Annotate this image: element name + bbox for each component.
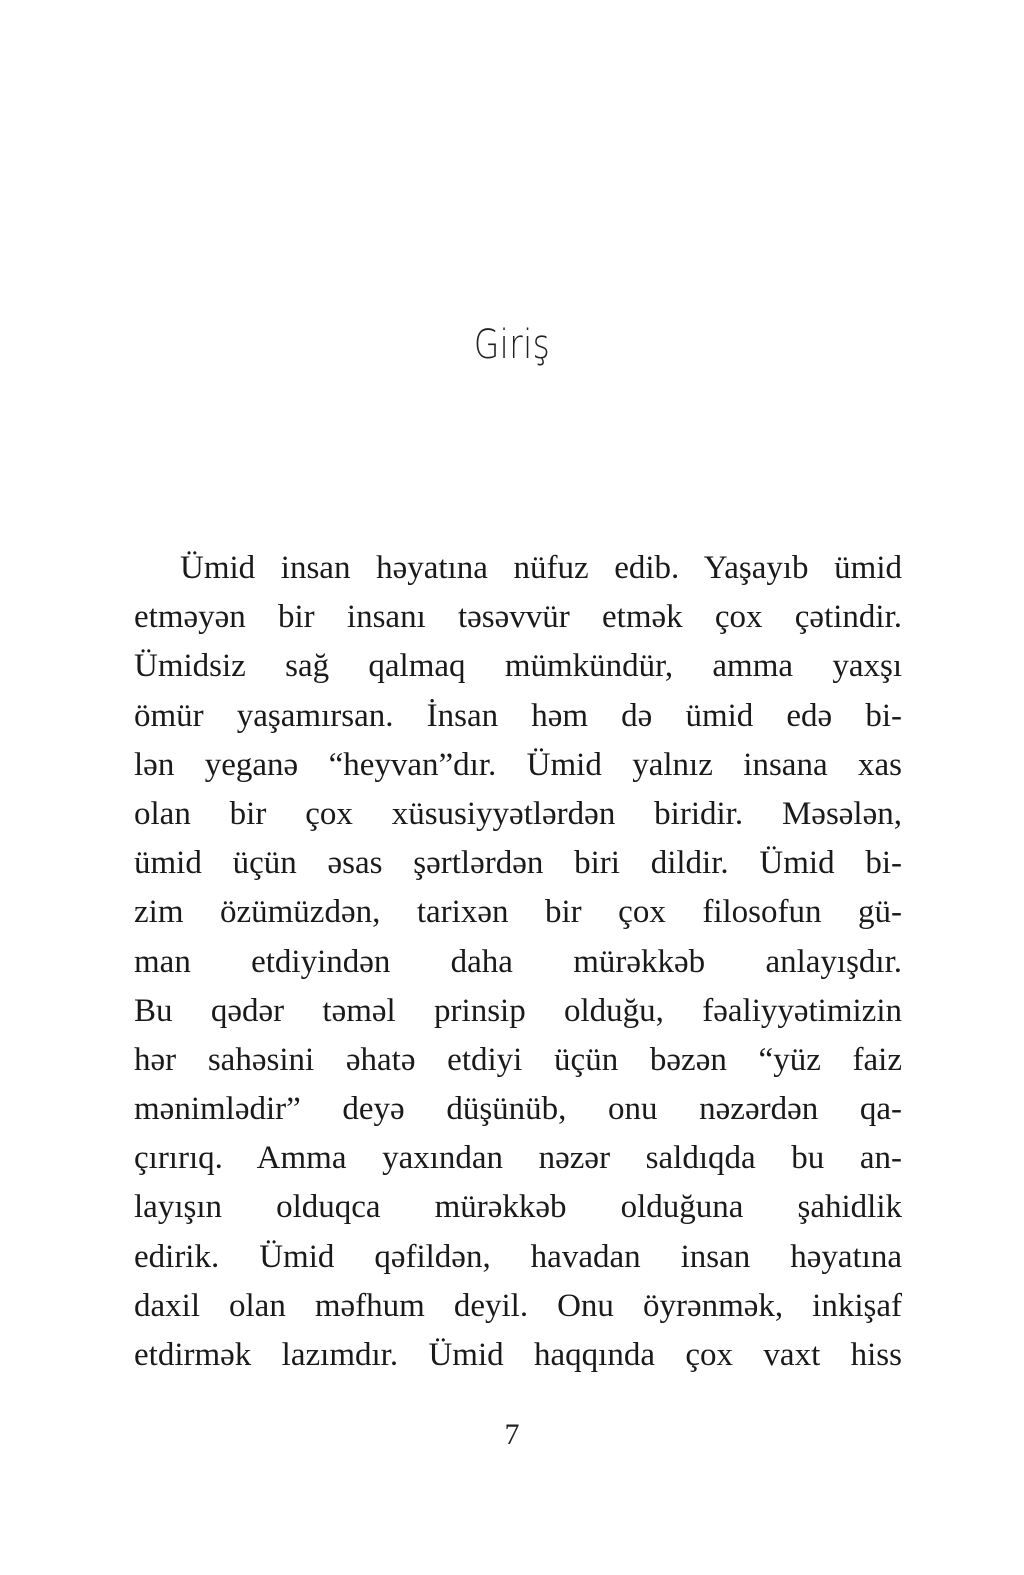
text-line: man etdiyindən daha mürəkkəb anlayışdır.	[134, 943, 902, 980]
text-line: mənimlədir” deyə düşünüb, onu nəzərdən qa-	[134, 1091, 902, 1128]
chapter-title: Giriş	[473, 322, 551, 368]
text-line: layışın olduqca mürəkkəb olduğuna şahidlik	[134, 1189, 902, 1226]
text-line: hər sahəsini əhatə etdiyi üçün bəzən “yüz faiz	[134, 1041, 902, 1078]
text-line: Bu qədər təməl prinsip olduğu, fəaliyyətimizin	[134, 992, 902, 1029]
text-line: zim özümüzdən, tarixən bir çox filosofun gü-	[134, 894, 902, 931]
text-line: ümid üçün əsas şərtlərdən biri dildir. Ümid bi-	[134, 845, 902, 882]
body-paragraph	[134, 544, 902, 1380]
text-line: çırırıq. Amma yaxından nəzər saldıqda bu an-	[134, 1140, 902, 1177]
page-number: 7	[504, 1418, 520, 1451]
text-line: Ümid insan həyatına nüfuz edib. Yaşayıb ümid	[180, 550, 902, 586]
text-line: etməyən bir insanı təsəvvür etmək çox çətindir.	[134, 599, 902, 636]
text-line: Ümidsiz sağ qalmaq mümkündür, amma yaxşı	[134, 648, 902, 685]
text-line: etdirmək lazımdır. Ümid haqqında çox vaxt hiss	[134, 1337, 902, 1373]
text-line: daxil olan məfhum deyil. Onu öyrənmək, inkişaf	[134, 1287, 902, 1324]
text-line: lən yeganə “heyvan”dır. Ümid yalnız insana xas	[134, 746, 902, 783]
text-line: edirik. Ümid qəfildən, havadan insan həyatına	[134, 1238, 902, 1275]
text-line: olan bir çox xüsusiyyətlərdən biridir. Məsələn,	[134, 795, 902, 832]
text-line: ömür yaşamırsan. İnsan həm də ümid edə bi-	[134, 697, 902, 734]
